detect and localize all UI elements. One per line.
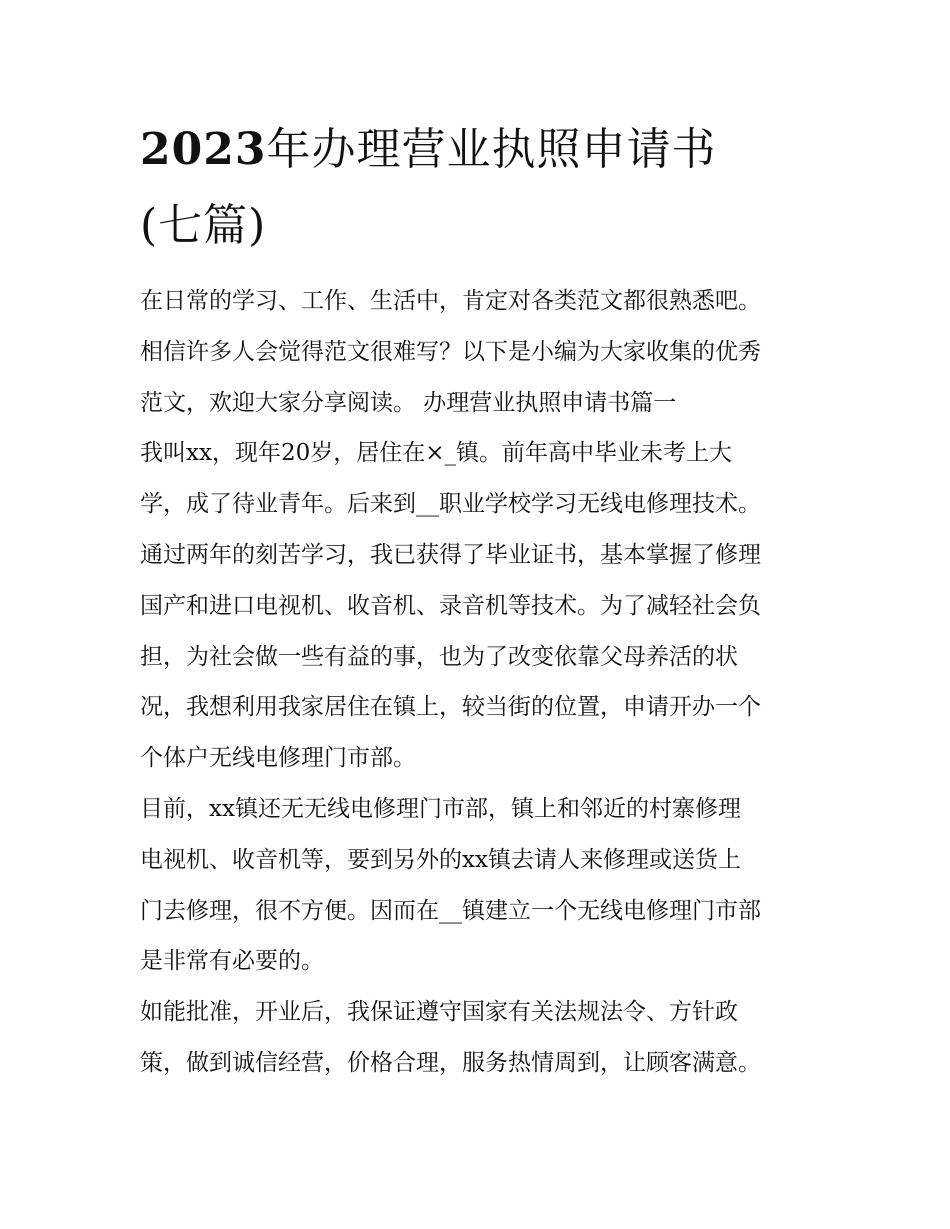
body-line: 学，成了待业青年。后来到__职业学校学习无线电修理技术。 [140, 491, 761, 518]
body-line: 门去修理，很不方便。因而在__镇建立一个无线电修理门市部 [140, 897, 761, 924]
document-page [140, 112, 820, 1089]
body-line: 电视机、收音机等，要到另外的xx镇去请人来修理或送货上 [140, 846, 741, 873]
body-line: 担，为社会做一些有益的事，也为了改变依靠父母养活的状 [140, 643, 738, 670]
title-year: 2023 [140, 124, 267, 175]
body-line: 范文，欢迎大家分享阅读。 办理营业执照申请书篇一 [140, 389, 677, 416]
body-line: 个体户无线电修理门市部。 [140, 745, 416, 772]
document-body [140, 276, 820, 1089]
body-line: 况，我想利用我家居住在镇上，较当街的位置，申请开办一个 [140, 694, 761, 721]
body-line: 相信许多人会觉得范文很难写？以下是小编为大家收集的优秀 [140, 338, 761, 365]
body-line: 如能批准，开业后，我保证遵守国家有关法规法令、方针政 [140, 999, 738, 1026]
body-line: 是非常有必要的。 [140, 948, 324, 975]
title-line-2: (七篇) [140, 200, 267, 251]
title-line-1 [140, 112, 820, 188]
body-line: 在日常的学习、工作、生活中，肯定对各类范文都很熟悉吧。 [140, 288, 761, 314]
document-title [140, 112, 820, 264]
body-line: 目前，xx镇还无无线电修理门市部，镇上和邻近的村寨修理 [140, 795, 741, 822]
body-line: 国产和进口电视机、收音机、录音机等技术。为了减轻社会负 [140, 592, 761, 619]
body-line: 策，做到诚信经营，价格合理，服务热情周到，让顾客满意。 [140, 1049, 761, 1076]
body-line: 我叫xx，现年20岁，居住在×_镇。前年高中毕业未考上大 [140, 440, 732, 467]
title-text: 年办理营业执照申请书 [266, 124, 717, 175]
body-line: 通过两年的刻苦学习，我已获得了毕业证书，基本掌握了修理 [140, 541, 761, 568]
